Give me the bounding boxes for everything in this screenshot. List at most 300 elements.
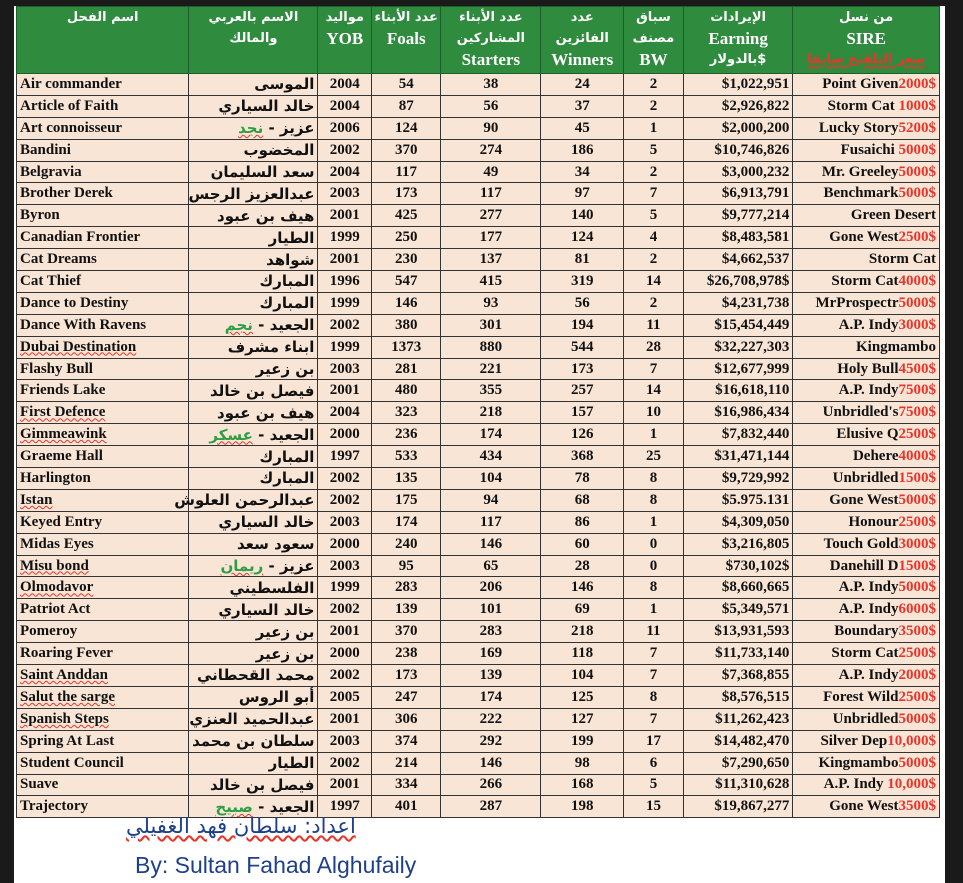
stud-fee: 2500$ [898, 229, 936, 246]
stallion-name: Trajectory [20, 798, 89, 815]
header-earning-sub: بالدولار$ [709, 52, 767, 67]
cell-yob: 1999 [318, 227, 372, 249]
cell-yob: 2004 [318, 402, 372, 424]
table-row [17, 380, 940, 402]
cell-sire [793, 95, 940, 117]
cell-name [17, 249, 189, 271]
cell-bw: 25 [624, 446, 684, 468]
owner-text: هيف بن عبود [217, 206, 315, 225]
cell-foals: 323 [372, 402, 441, 424]
cell-sire [793, 708, 940, 730]
owner-text: بن زعير [255, 360, 315, 379]
cell-yob: 2004 [318, 74, 372, 96]
cell-earning: $13,931,593 [683, 621, 792, 643]
cell-earning: $11,310,628 [683, 774, 792, 796]
cell-owner [189, 686, 318, 708]
header-name-ar: اسم الفحل [66, 10, 139, 25]
cell-starters: 94 [441, 489, 541, 511]
cell-bw: 2 [624, 161, 684, 183]
header-foals-ar: عدد الأبناء [374, 10, 438, 25]
cell-sire [793, 139, 940, 161]
cell-starters: 292 [441, 730, 541, 752]
cell-foals: 1373 [372, 336, 441, 358]
stallion-name: First Defence [20, 404, 106, 421]
owner-text: الجعيد - [252, 797, 315, 816]
table-row [17, 227, 940, 249]
stallion-name: Patriot Act [20, 601, 91, 618]
cell-sire [793, 599, 940, 621]
cell-earning: $11,733,140 [683, 643, 792, 665]
stallion-name: Graeme Hall [20, 448, 103, 465]
cell-yob: 2000 [318, 533, 372, 555]
owner-text: ابناء مشرف [227, 338, 315, 357]
cell-winners: 368 [541, 446, 624, 468]
cell-bw: 2 [624, 95, 684, 117]
cell-name [17, 380, 189, 402]
cell-winners: 124 [541, 227, 624, 249]
cell-bw: 1 [624, 117, 684, 139]
cell-owner [189, 227, 318, 249]
stallion-name: Dance to Destiny [20, 294, 129, 311]
cell-name [17, 577, 189, 599]
owner-text: عبدالعزيز الرجس [188, 184, 315, 203]
stallion-name: Belgravia [20, 163, 82, 180]
stud-fee: 4000$ [898, 272, 936, 289]
table-row [17, 555, 940, 577]
sire-name: Green Desert [850, 207, 936, 224]
cell-yob: 2003 [318, 358, 372, 380]
stallion-name: Gimmeawink [20, 426, 107, 443]
cell-sire [793, 402, 940, 424]
cell-starters: 117 [441, 511, 541, 533]
cell-sire [793, 227, 940, 249]
owner-horse-name: ريمان [220, 557, 264, 576]
cell-starters: 137 [441, 249, 541, 271]
cell-earning: $7,290,650 [683, 752, 792, 774]
cell-foals: 117 [372, 161, 441, 183]
owner-text: شواهد [266, 250, 315, 269]
cell-starters: 177 [441, 227, 541, 249]
stallion-name: Art connoisseur [20, 119, 123, 136]
cell-foals: 87 [372, 95, 441, 117]
cell-foals: 547 [372, 271, 441, 293]
table-row [17, 424, 940, 446]
table-row [17, 314, 940, 336]
cell-bw: 11 [624, 621, 684, 643]
header-winners [541, 7, 624, 74]
cell-owner [189, 402, 318, 424]
owner-text: بن زعير [255, 644, 315, 663]
cell-starters: 274 [441, 139, 541, 161]
sire-name: Unbridled [832, 710, 899, 727]
stallion-name: Misu bond [20, 557, 89, 574]
stud-fee: 2000$ [898, 666, 936, 683]
cell-yob: 2000 [318, 424, 372, 446]
owner-text: المخضوب [243, 141, 315, 160]
cell-bw: 2 [624, 74, 684, 96]
stud-fee: 5000$ [898, 754, 936, 771]
table-row [17, 74, 940, 96]
cell-yob: 2004 [318, 95, 372, 117]
stallion-name: Spanish Steps [20, 710, 109, 727]
owner-text: المبارك [259, 272, 315, 291]
header-sire-sub: سعر التلقيح سابقا [807, 52, 926, 67]
cell-bw: 7 [624, 358, 684, 380]
stallion-name: Cat Thief [20, 272, 81, 289]
cell-owner [189, 774, 318, 796]
cell-winners: 104 [541, 665, 624, 687]
table-row [17, 621, 940, 643]
cell-bw: 8 [624, 489, 684, 511]
sire-name: Kingmambo [855, 338, 936, 355]
sire-name: Storm Cat [831, 645, 899, 662]
cell-sire [793, 183, 940, 205]
header-owner-ar2: والمالك [229, 31, 278, 46]
cell-winners: 56 [541, 292, 624, 314]
cell-sire [793, 117, 940, 139]
cell-earning: $8,660,665 [683, 577, 792, 599]
cell-name [17, 161, 189, 183]
cell-yob: 2001 [318, 774, 372, 796]
stud-fee: 4500$ [898, 360, 936, 377]
cell-earning: $2,000,200 [683, 117, 792, 139]
stud-fee: 2500$ [898, 688, 936, 705]
cell-name [17, 227, 189, 249]
sire-name: Holy Bull [837, 360, 899, 377]
cell-sire [793, 271, 940, 293]
cell-winners: 173 [541, 358, 624, 380]
cell-bw: 0 [624, 533, 684, 555]
cell-owner [189, 271, 318, 293]
cell-winners: 168 [541, 774, 624, 796]
cell-winners: 194 [541, 314, 624, 336]
sire-name: A.P. Indy [838, 382, 899, 399]
cell-owner [189, 708, 318, 730]
cell-name [17, 686, 189, 708]
cell-name [17, 271, 189, 293]
cell-bw: 7 [624, 665, 684, 687]
cell-starters: 287 [441, 796, 541, 818]
cell-earning: $6,913,791 [683, 183, 792, 205]
sire-name: A.P. Indy [838, 316, 899, 333]
cell-earning: $16,618,110 [683, 380, 792, 402]
sire-name: A.P. Indy [823, 776, 888, 793]
table-row [17, 599, 940, 621]
cell-owner [189, 183, 318, 205]
cell-sire [793, 380, 940, 402]
cell-sire [793, 161, 940, 183]
owner-text: سعد السليمان [210, 163, 315, 181]
cell-owner [189, 292, 318, 314]
stallion-table [16, 6, 940, 818]
header-winners-en: Winners [551, 50, 614, 69]
cell-bw: 14 [624, 380, 684, 402]
cell-winners: 199 [541, 730, 624, 752]
stud-fee: 5000$ [898, 185, 936, 202]
cell-owner [189, 621, 318, 643]
cell-yob: 2005 [318, 686, 372, 708]
cell-starters: 139 [441, 665, 541, 687]
cell-foals: 247 [372, 686, 441, 708]
cell-yob: 1999 [318, 292, 372, 314]
owner-horse-name: صبيح [215, 797, 253, 816]
stud-fee: 5000$ [898, 163, 936, 180]
cell-winners: 78 [541, 468, 624, 490]
sire-name: Honour [848, 513, 899, 530]
cell-foals: 283 [372, 577, 441, 599]
cell-owner [189, 665, 318, 687]
table-row [17, 686, 940, 708]
cell-sire [793, 533, 940, 555]
credit-arabic: اعداد: سلطان فهد الغفيلي [126, 814, 356, 838]
cell-earning: $7,832,440 [683, 424, 792, 446]
stallion-name: Air commander [20, 75, 122, 92]
cell-foals: 281 [372, 358, 441, 380]
cell-winners: 97 [541, 183, 624, 205]
owner-text: خالد السياري [218, 600, 315, 619]
stud-fee: 2500$ [898, 513, 936, 530]
header-yob-en: YOB [326, 29, 364, 48]
cell-owner [189, 446, 318, 468]
cell-earning: $9,729,992 [683, 468, 792, 490]
cell-bw: 4 [624, 227, 684, 249]
cell-foals: 533 [372, 446, 441, 468]
owner-text: المبارك [259, 294, 315, 313]
cell-sire [793, 511, 940, 533]
cell-earning: $11,262,423 [683, 708, 792, 730]
sire-name: Lucky Story [818, 119, 899, 136]
cell-earning: $12,677,999 [683, 358, 792, 380]
stallion-name: Dance With Ravens [20, 316, 147, 333]
table-row [17, 511, 940, 533]
cell-sire [793, 249, 940, 271]
cell-yob: 2003 [318, 511, 372, 533]
cell-winners: 68 [541, 489, 624, 511]
credit-english: By: Sultan Fahad Alghufaily [135, 852, 417, 878]
cell-foals: 95 [372, 555, 441, 577]
stallion-name: Pomeroy [20, 623, 78, 640]
cell-earning: $19,867,277 [683, 796, 792, 818]
cell-earning: $32,227,303 [683, 336, 792, 358]
cell-bw: 8 [624, 686, 684, 708]
cell-name [17, 402, 189, 424]
cell-winners: 140 [541, 205, 624, 227]
cell-earning: $3,000,232 [683, 161, 792, 183]
cell-winners: 37 [541, 95, 624, 117]
table-row [17, 402, 940, 424]
stallion-name: Byron [20, 207, 60, 224]
cell-yob: 2001 [318, 380, 372, 402]
cell-winners: 86 [541, 511, 624, 533]
stud-fee: 5000$ [898, 294, 936, 311]
owner-text: الموسى [254, 75, 315, 94]
cell-bw: 0 [624, 555, 684, 577]
owner-text: خالد السياري [218, 97, 315, 116]
cell-owner [189, 533, 318, 555]
cell-owner [189, 161, 318, 183]
cell-foals: 174 [372, 511, 441, 533]
cell-owner [189, 577, 318, 599]
stud-fee: 10,000$ [887, 732, 936, 749]
cell-starters: 206 [441, 577, 541, 599]
cell-sire [793, 468, 940, 490]
stud-fee: 4000$ [898, 448, 936, 465]
cell-sire [793, 314, 940, 336]
cell-sire [793, 555, 940, 577]
stallion-name: Saint Anddan [20, 666, 108, 683]
cell-sire [793, 358, 940, 380]
cell-owner [189, 730, 318, 752]
cell-earning: $10,746,826 [683, 139, 792, 161]
table-row [17, 643, 940, 665]
cell-bw: 17 [624, 730, 684, 752]
table-row [17, 708, 940, 730]
sire-name: Unbridled's [822, 404, 899, 421]
owner-horse-name: نجد [238, 119, 264, 138]
cell-bw: 7 [624, 708, 684, 730]
cell-owner [189, 555, 318, 577]
cell-starters: 93 [441, 292, 541, 314]
sire-name: Storm Cat [827, 97, 899, 114]
table-row [17, 139, 940, 161]
cell-yob: 2002 [318, 489, 372, 511]
table-row [17, 468, 940, 490]
cell-sire [793, 796, 940, 818]
stud-fee: 3500$ [898, 623, 936, 640]
cell-earning: $7,368,855 [683, 665, 792, 687]
cell-sire [793, 643, 940, 665]
sire-name: Fusaichi [840, 141, 899, 158]
cell-yob: 2002 [318, 468, 372, 490]
cell-starters: 49 [441, 161, 541, 183]
cell-name [17, 205, 189, 227]
cell-bw: 1 [624, 511, 684, 533]
sire-name: Boundary [834, 623, 899, 640]
owner-text: محمد القحطاني [196, 666, 315, 685]
cell-yob: 2001 [318, 249, 372, 271]
table-row [17, 533, 940, 555]
cell-owner [174, 489, 318, 511]
cell-name [17, 665, 189, 687]
cell-earning: $3,216,805 [683, 533, 792, 555]
cell-sire [793, 686, 940, 708]
cell-bw: 7 [624, 183, 684, 205]
cell-starters: 38 [441, 74, 541, 96]
cell-starters: 174 [441, 686, 541, 708]
cell-earning: $15,454,449 [683, 314, 792, 336]
cell-yob: 2002 [318, 599, 372, 621]
stud-fee: 5000$ [898, 579, 936, 596]
cell-winners: 157 [541, 402, 624, 424]
cell-sire [793, 489, 940, 511]
table-row [17, 205, 940, 227]
cell-sire [793, 577, 940, 599]
cell-foals: 146 [372, 292, 441, 314]
owner-text: الطيار [268, 754, 315, 773]
cell-earning: $2,926,822 [683, 95, 792, 117]
cell-bw: 2 [624, 292, 684, 314]
cell-yob: 2001 [318, 708, 372, 730]
cell-foals: 238 [372, 643, 441, 665]
cell-starters: 415 [441, 271, 541, 293]
cell-winners: 45 [541, 117, 624, 139]
cell-foals: 139 [372, 599, 441, 621]
cell-name [17, 468, 189, 490]
table-row [17, 774, 940, 796]
cell-winners: 125 [541, 686, 624, 708]
cell-starters: 355 [441, 380, 541, 402]
header-yob [318, 7, 372, 74]
cell-earning: $8,576,515 [683, 686, 792, 708]
cell-foals: 124 [372, 117, 441, 139]
stallion-name: Canadian Frontier [20, 229, 141, 246]
cell-foals: 173 [372, 665, 441, 687]
header-earning-ar: الإيرادات [710, 10, 766, 25]
spreadsheet-sheet [14, 6, 945, 883]
sire-name: A.P. Indy [838, 666, 899, 683]
cell-bw: 2 [624, 249, 684, 271]
cell-starters: 221 [441, 358, 541, 380]
cell-owner [189, 117, 318, 139]
header-sire-en: SIRE [846, 29, 887, 48]
cell-yob: 2003 [318, 730, 372, 752]
stud-fee: 5000$ [898, 141, 936, 158]
stallion-name: Cat Dreams [20, 251, 97, 268]
stud-fee: 1500$ [898, 469, 936, 486]
cell-winners: 60 [541, 533, 624, 555]
cell-yob: 1999 [318, 577, 372, 599]
cell-yob: 2002 [318, 139, 372, 161]
sire-name: Elusive Q [836, 426, 899, 443]
cell-bw: 5 [624, 139, 684, 161]
cell-earning: $4,231,738 [683, 292, 792, 314]
stallion-name: Roaring Fever [20, 645, 113, 662]
table-row [17, 665, 940, 687]
cell-name [17, 555, 189, 577]
cell-foals: 230 [372, 249, 441, 271]
cell-yob: 1996 [318, 271, 372, 293]
sire-name: Silver Dep [820, 732, 888, 749]
header-bw [624, 7, 684, 74]
table-row [17, 292, 940, 314]
cell-earning: $26,708,978$ [683, 271, 792, 293]
stallion-name: Bandini [20, 141, 71, 158]
table-body [17, 74, 940, 818]
cell-starters: 174 [441, 424, 541, 446]
sire-name: Danehill D [829, 557, 899, 574]
stud-fee: 5000$ [898, 710, 936, 727]
cell-yob: 1997 [318, 446, 372, 468]
stud-fee: 7500$ [898, 382, 936, 399]
cell-starters: 146 [441, 752, 541, 774]
header-foals-en: Foals [386, 29, 426, 48]
sire-name: Point Given [822, 75, 899, 92]
stallion-name: Salut the sarge [20, 688, 115, 705]
cell-sire [793, 730, 940, 752]
cell-foals: 370 [372, 139, 441, 161]
cell-earning: $4,309,050 [683, 511, 792, 533]
cell-owner [189, 249, 318, 271]
cell-winners: 544 [541, 336, 624, 358]
cell-name [17, 183, 189, 205]
cell-bw: 8 [624, 468, 684, 490]
cell-winners: 28 [541, 555, 624, 577]
stallion-name: Istan [20, 491, 53, 508]
owner-text: فيصل بن خالد [210, 381, 315, 400]
cell-name [17, 752, 189, 774]
stallion-name: Midas Eyes [20, 535, 94, 552]
cell-foals: 374 [372, 730, 441, 752]
